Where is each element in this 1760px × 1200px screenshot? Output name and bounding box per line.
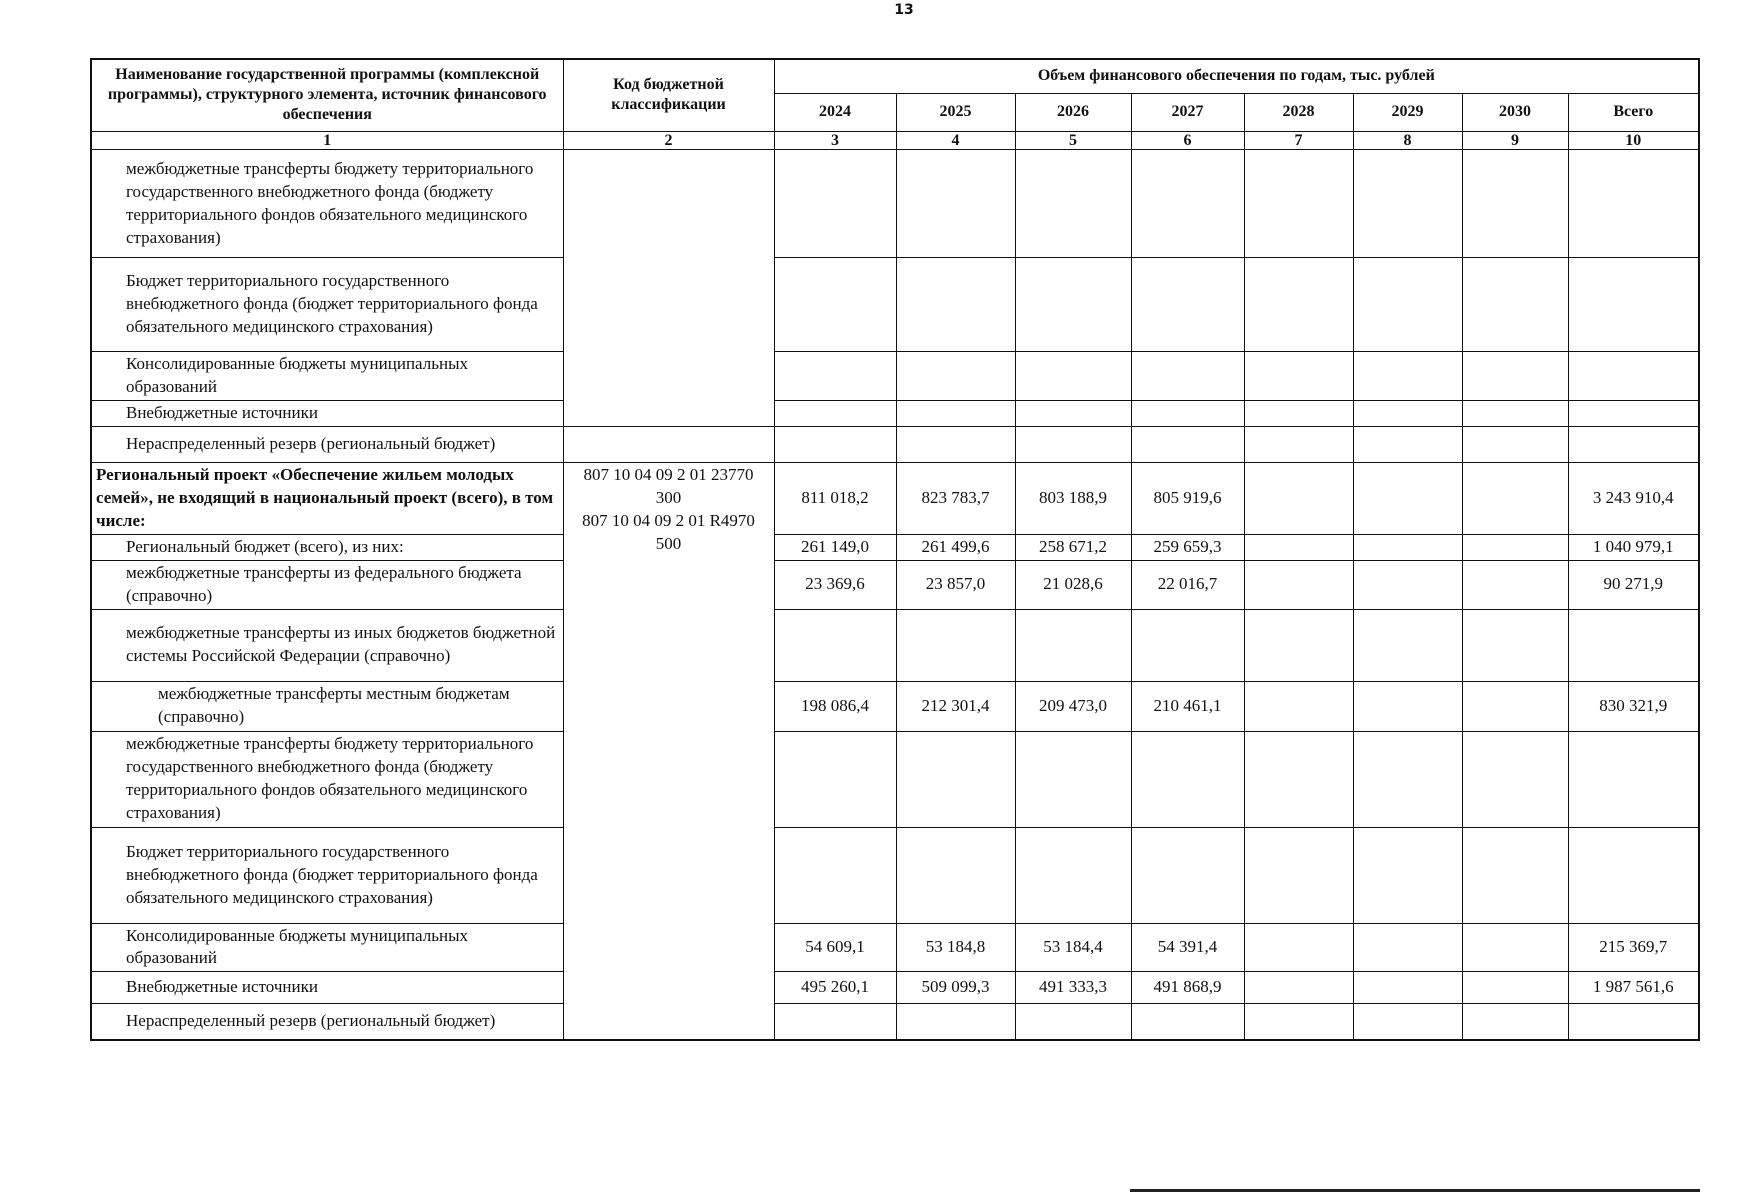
year-value-cell: 21 028,6 xyxy=(1015,560,1131,609)
year-value-cell xyxy=(1244,972,1353,1004)
year-value-cell: 23 369,6 xyxy=(774,560,896,609)
year-value-cell: 53 184,4 xyxy=(1015,923,1131,972)
year-value-cell xyxy=(896,426,1015,462)
year-value-cell xyxy=(1462,609,1568,681)
row-name: Нераспределенный резерв (региональный бюджет) xyxy=(91,426,563,462)
year-value-cell xyxy=(1462,534,1568,560)
budget-table-container xyxy=(90,58,1698,1041)
header-year: 2029 xyxy=(1353,93,1462,131)
column-number: 2 xyxy=(563,131,774,150)
year-value-cell xyxy=(1015,731,1131,827)
header-volume-group: Объем финансового обеспечения по годам, тыс. рублей xyxy=(774,59,1699,93)
budget-code-line: 807 10 04 09 2 01 23770 xyxy=(583,464,754,484)
row-name: Нераспределенный резерв (региональный бюджет) xyxy=(91,1004,563,1040)
table-row xyxy=(91,972,1699,1004)
table-row xyxy=(91,609,1699,681)
year-value-cell xyxy=(1015,258,1131,352)
year-value-cell xyxy=(1462,352,1568,401)
year-value-cell xyxy=(896,609,1015,681)
year-value-cell xyxy=(896,352,1015,401)
code-cell-empty xyxy=(563,426,774,462)
year-value-cell xyxy=(774,258,896,352)
year-value-cell xyxy=(896,827,1015,923)
row-name: Бюджет территориального государственного внебюджетного фонда (бюджет территориального фонда обязательного медицинского страхования) xyxy=(91,258,563,352)
year-value-cell xyxy=(1353,560,1462,609)
year-value-cell xyxy=(1353,731,1462,827)
year-value-cell xyxy=(1131,827,1244,923)
total-value-cell xyxy=(1568,827,1699,923)
row-name: межбюджетные трансферты из иных бюджетов бюджетной системы Российской Федерации (справочно) xyxy=(91,609,563,681)
year-value-cell xyxy=(1131,426,1244,462)
year-value-cell xyxy=(1244,1004,1353,1040)
row-name: Внебюджетные источники xyxy=(91,972,563,1004)
year-value-cell: 509 099,3 xyxy=(896,972,1015,1004)
row-name: Консолидированные бюджеты муниципальных образований xyxy=(91,352,563,401)
year-value-cell: 23 857,0 xyxy=(896,560,1015,609)
year-value-cell: 805 919,6 xyxy=(1131,462,1244,534)
year-value-cell xyxy=(1353,400,1462,426)
year-value-cell: 22 016,7 xyxy=(1131,560,1244,609)
header-year: 2024 xyxy=(774,93,896,131)
year-value-cell xyxy=(1353,534,1462,560)
year-value-cell: 811 018,2 xyxy=(774,462,896,534)
year-value-cell xyxy=(1015,609,1131,681)
table-row xyxy=(91,352,1699,401)
year-value-cell xyxy=(1244,681,1353,731)
year-value-cell xyxy=(1353,258,1462,352)
budget-code-line: 300 xyxy=(655,487,682,507)
year-value-cell xyxy=(1131,150,1244,258)
year-value-cell xyxy=(774,352,896,401)
year-value-cell: 803 188,9 xyxy=(1015,462,1131,534)
year-value-cell: 491 868,9 xyxy=(1131,972,1244,1004)
header-total: Всего xyxy=(1568,93,1699,131)
year-value-cell xyxy=(1244,534,1353,560)
year-value-cell xyxy=(1131,609,1244,681)
table-row xyxy=(91,923,1699,972)
total-value-cell xyxy=(1568,426,1699,462)
year-value-cell: 259 659,3 xyxy=(1131,534,1244,560)
year-value-cell xyxy=(1462,560,1568,609)
year-value-cell: 54 391,4 xyxy=(1131,923,1244,972)
column-number: 4 xyxy=(896,131,1015,150)
table-row xyxy=(91,1004,1699,1040)
total-value-cell: 3 243 910,4 xyxy=(1568,462,1699,534)
table-row xyxy=(91,150,1699,258)
year-value-cell xyxy=(1353,462,1462,534)
year-value-cell xyxy=(774,1004,896,1040)
year-value-cell: 823 783,7 xyxy=(896,462,1015,534)
header-year: 2027 xyxy=(1131,93,1244,131)
year-value-cell xyxy=(1353,609,1462,681)
total-value-cell xyxy=(1568,150,1699,258)
table-body xyxy=(91,150,1699,1040)
row-name: Бюджет территориального государственного внебюджетного фонда (бюджет территориального фонда обязательного медицинского страхования) xyxy=(91,827,563,923)
total-value-cell: 1 987 561,6 xyxy=(1568,972,1699,1004)
table-row xyxy=(91,560,1699,609)
year-value-cell xyxy=(1462,462,1568,534)
budget-code-line: 807 10 04 09 2 01 R4970 xyxy=(582,510,755,530)
year-value-cell xyxy=(1015,400,1131,426)
year-value-cell xyxy=(1244,150,1353,258)
total-value-cell: 90 271,9 xyxy=(1568,560,1699,609)
total-value-cell xyxy=(1568,352,1699,401)
column-number: 3 xyxy=(774,131,896,150)
header-code-column: Код бюджетной классификации xyxy=(563,59,774,131)
year-value-cell xyxy=(1353,352,1462,401)
total-value-cell: 1 040 979,1 xyxy=(1568,534,1699,560)
column-number: 1 xyxy=(91,131,563,150)
row-name: Региональный бюджет (всего), из них: xyxy=(91,534,563,560)
column-number: 9 xyxy=(1462,131,1568,150)
year-value-cell: 198 086,4 xyxy=(774,681,896,731)
year-value-cell xyxy=(896,400,1015,426)
year-value-cell xyxy=(1131,352,1244,401)
year-value-cell xyxy=(1353,1004,1462,1040)
column-number: 8 xyxy=(1353,131,1462,150)
year-value-cell: 210 461,1 xyxy=(1131,681,1244,731)
year-value-cell xyxy=(1462,1004,1568,1040)
page-bottom-rule xyxy=(1130,1189,1700,1192)
year-value-cell xyxy=(1131,400,1244,426)
year-value-cell xyxy=(1015,426,1131,462)
year-value-cell xyxy=(1244,827,1353,923)
code-cell-empty xyxy=(563,150,774,427)
header-year: 2028 xyxy=(1244,93,1353,131)
table-row xyxy=(91,462,1699,534)
budget-code-cell xyxy=(563,462,774,1040)
total-value-cell: 830 321,9 xyxy=(1568,681,1699,731)
row-name: Внебюджетные источники xyxy=(91,400,563,426)
year-value-cell xyxy=(1462,827,1568,923)
year-value-cell xyxy=(774,731,896,827)
year-value-cell xyxy=(896,1004,1015,1040)
column-number: 5 xyxy=(1015,131,1131,150)
row-name: межбюджетные трансферты бюджету территориального государственного внебюджетного фонда (бюджету территориального фондов обязательного медицинского страхования) xyxy=(91,150,563,258)
year-value-cell xyxy=(1462,972,1568,1004)
year-value-cell xyxy=(774,400,896,426)
year-value-cell xyxy=(896,731,1015,827)
year-value-cell xyxy=(1244,400,1353,426)
row-name: межбюджетные трансферты бюджету территориального государственного внебюджетного фонда (бюджету территориального фондов обязательного медицинского страхования) xyxy=(91,731,563,827)
year-value-cell xyxy=(774,609,896,681)
column-number: 6 xyxy=(1131,131,1244,150)
table-row xyxy=(91,258,1699,352)
header-year: 2026 xyxy=(1015,93,1131,131)
table-row xyxy=(91,681,1699,731)
row-name: межбюджетные трансферты из федерального бюджета (справочно) xyxy=(91,560,563,609)
year-value-cell xyxy=(1244,923,1353,972)
row-name: межбюджетные трансферты местным бюджетам (справочно) xyxy=(91,681,563,731)
year-value-cell: 53 184,8 xyxy=(896,923,1015,972)
row-name: Консолидированные бюджеты муниципальных образований xyxy=(91,923,563,972)
year-value-cell xyxy=(896,150,1015,258)
year-value-cell xyxy=(1462,681,1568,731)
year-value-cell xyxy=(1244,462,1353,534)
year-value-cell: 261 149,0 xyxy=(774,534,896,560)
budget-table xyxy=(90,58,1700,1041)
table-row xyxy=(91,731,1699,827)
year-value-cell xyxy=(1462,923,1568,972)
header-name-column: Наименование государственной программы (комплексной программы), структурного элемента, источник финансового обеспечения xyxy=(91,59,563,131)
year-value-cell xyxy=(1462,150,1568,258)
year-value-cell: 491 333,3 xyxy=(1015,972,1131,1004)
total-value-cell: 215 369,7 xyxy=(1568,923,1699,972)
header-year: 2025 xyxy=(896,93,1015,131)
year-value-cell xyxy=(1244,352,1353,401)
year-value-cell xyxy=(1015,150,1131,258)
total-value-cell xyxy=(1568,609,1699,681)
column-number: 7 xyxy=(1244,131,1353,150)
total-value-cell xyxy=(1568,400,1699,426)
year-value-cell xyxy=(1353,681,1462,731)
year-value-cell xyxy=(1462,426,1568,462)
year-value-cell xyxy=(774,150,896,258)
total-value-cell xyxy=(1568,258,1699,352)
column-number: 10 xyxy=(1568,131,1699,150)
total-value-cell xyxy=(1568,731,1699,827)
table-row xyxy=(91,400,1699,426)
year-value-cell xyxy=(896,258,1015,352)
year-value-cell xyxy=(1353,150,1462,258)
year-value-cell xyxy=(1353,972,1462,1004)
year-value-cell xyxy=(1244,258,1353,352)
year-value-cell: 258 671,2 xyxy=(1015,534,1131,560)
year-value-cell xyxy=(1131,1004,1244,1040)
budget-code-line: 500 xyxy=(655,533,682,553)
table-row xyxy=(91,827,1699,923)
total-value-cell xyxy=(1568,1004,1699,1040)
table-row xyxy=(91,534,1699,560)
year-value-cell xyxy=(1131,731,1244,827)
year-value-cell xyxy=(1015,352,1131,401)
year-value-cell xyxy=(1353,923,1462,972)
year-value-cell xyxy=(1462,731,1568,827)
year-value-cell xyxy=(1131,258,1244,352)
year-value-cell xyxy=(1353,426,1462,462)
row-name: Региональный проект «Обеспечение жильем молодых семей», не входящий в национальный проект (всего), в том числе: xyxy=(91,462,563,534)
year-value-cell xyxy=(774,426,896,462)
year-value-cell xyxy=(1015,1004,1131,1040)
table-row xyxy=(91,426,1699,462)
year-value-cell: 209 473,0 xyxy=(1015,681,1131,731)
year-value-cell: 495 260,1 xyxy=(774,972,896,1004)
year-value-cell xyxy=(1462,258,1568,352)
year-value-cell xyxy=(1244,731,1353,827)
year-value-cell xyxy=(1244,426,1353,462)
year-value-cell xyxy=(1244,609,1353,681)
year-value-cell xyxy=(1244,560,1353,609)
year-value-cell: 212 301,4 xyxy=(896,681,1015,731)
year-value-cell: 261 499,6 xyxy=(896,534,1015,560)
year-value-cell xyxy=(1462,400,1568,426)
year-value-cell xyxy=(774,827,896,923)
column-number-row xyxy=(91,131,1699,150)
year-value-cell: 54 609,1 xyxy=(774,923,896,972)
header-year: 2030 xyxy=(1462,93,1568,131)
year-value-cell xyxy=(1353,827,1462,923)
year-value-cell xyxy=(1015,827,1131,923)
page-number: 13 xyxy=(894,2,914,18)
